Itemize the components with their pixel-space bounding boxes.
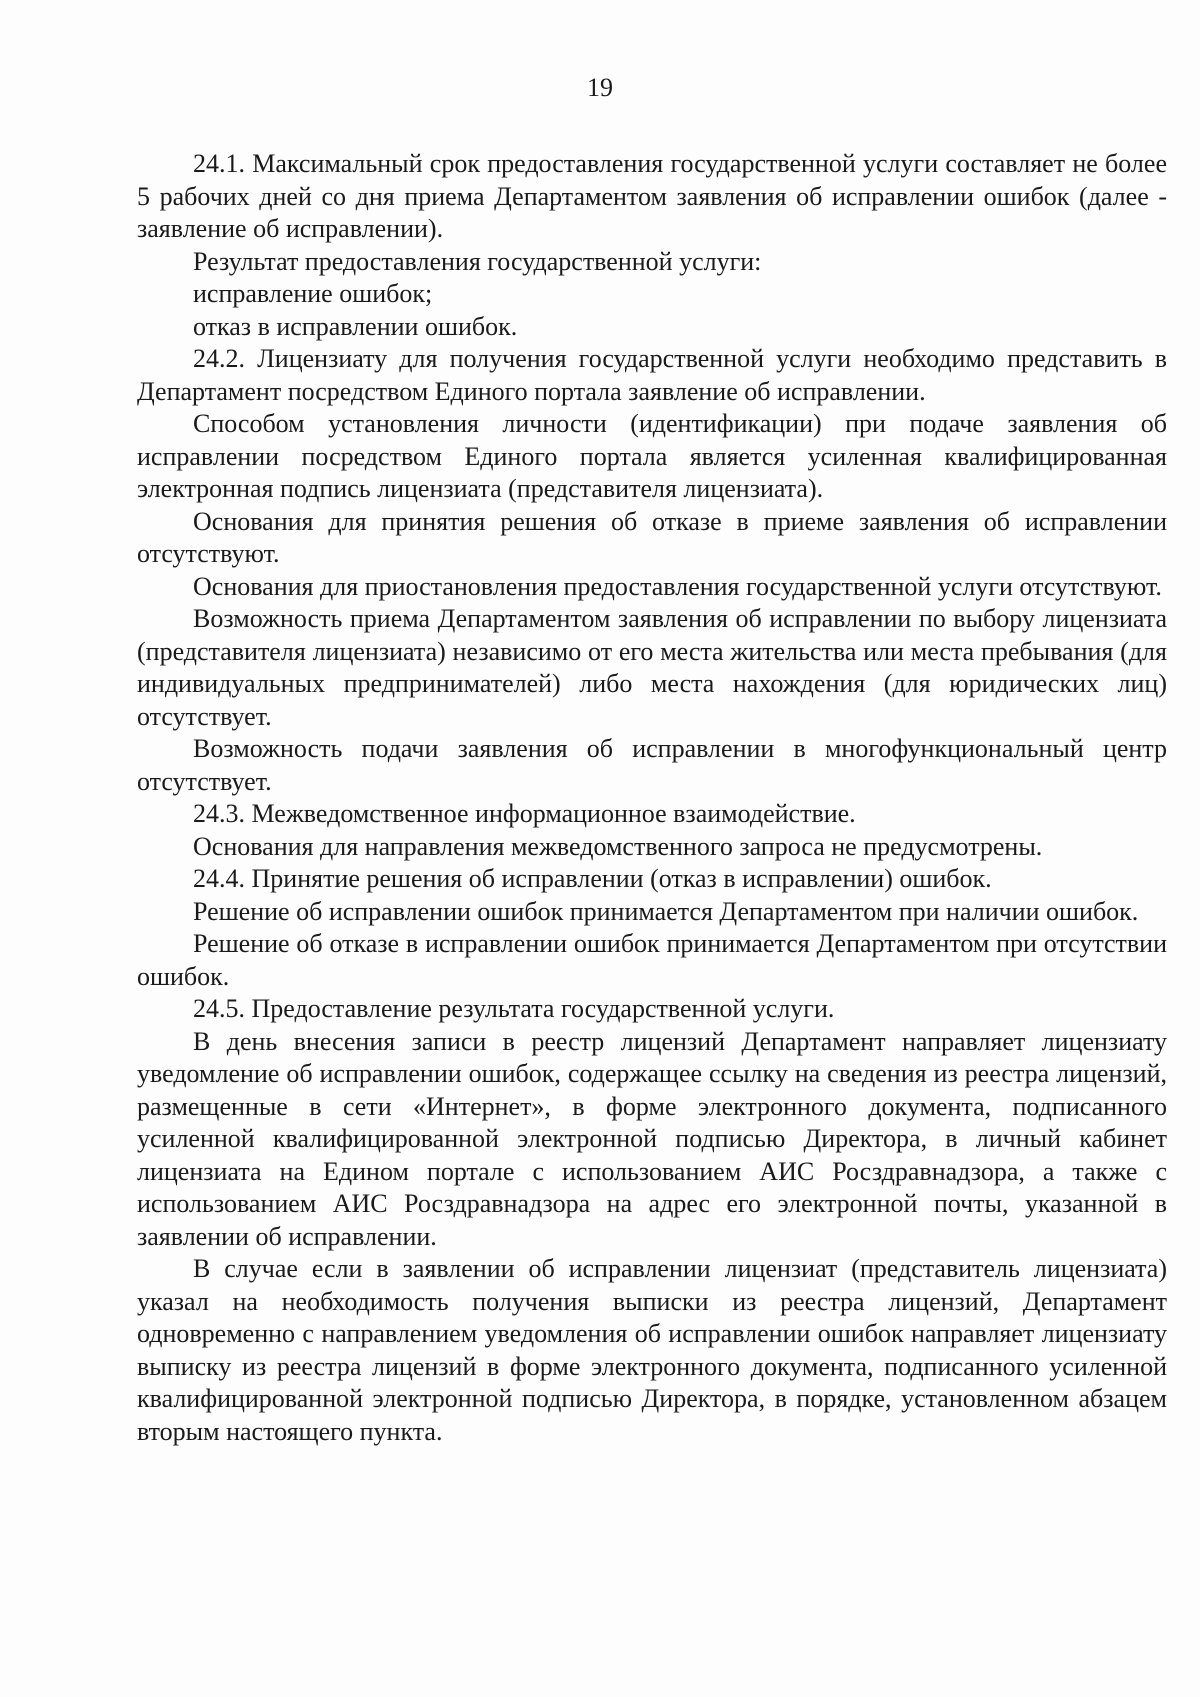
paragraph-24-2: 24.2. Лицензиату для получения государственной услуги необходимо представить в Департамент посредством Единого портала заявление об исправлении.: [137, 344, 1167, 406]
page-number: 19: [587, 73, 613, 102]
paragraph-refusal-grounds: Основания для принятия решения об отказе в приеме заявления об исправлении отсутствуют.: [137, 506, 1167, 568]
paragraph-interagency-grounds: Основания для направления межведомственного запроса не предусмотрены.: [193, 831, 1043, 861]
document-body: [137, 148, 1167, 1448]
paragraph-registry-extract: В случае если в заявлении об исправлении лицензиат (представитель лицензиата) указал на необходимость получения выписки из реестра лицензий, Департамент одновременно с направлением уведомления об исправлении ошибок направляет лицензиату выписку из реестра лицензий в форме электронного документа, подписанного усиленной квалифицированной электронной подписью Директора, в порядке, установленном абзацем вторым настоящего пункта.: [137, 1254, 1167, 1446]
paragraph-mfc: Возможность подачи заявления об исправлении в многофункциональный центр отсутствует.: [137, 734, 1167, 796]
paragraph-refusal-decision: Решение об отказе в исправлении ошибок принимается Департаментом при отсутствии ошибок.: [137, 929, 1167, 991]
paragraph-result-heading: Результат предоставления государственной услуги:: [193, 246, 762, 276]
paragraph-24-5: 24.5. Предоставление результата государственной услуги.: [193, 994, 835, 1023]
paragraph-24-1: 24.1. Максимальный срок предоставления государственной услуги составляет не более 5 рабочих дней со дня приема Департаментом заявления об исправлении ошибок (далее - заявление об исправлении).: [137, 149, 1167, 243]
paragraph-24-3: 24.3. Межведомственное информационное взаимодействие.: [193, 799, 856, 828]
paragraph-suspension-grounds: Основания для приостановления предоставления государственной услуги отсутствуют.: [193, 571, 1162, 601]
paragraph-24-4: 24.4. Принятие решения об исправлении (отказ в исправлении) ошибок.: [193, 864, 992, 893]
paragraph-result-refusal: отказ в исправлении ошибок.: [193, 311, 518, 341]
paragraph-identification: Способом установления личности (идентификации) при подаче заявления об исправлении посредством Единого портала является усиленная квалифицированная электронная подпись лицензиата (представителя лицензиата).: [137, 409, 1167, 503]
paragraph-correction-decision: Решение об исправлении ошибок принимается Департаментом при наличии ошибок.: [193, 896, 1139, 926]
paragraph-extraterritorial: Возможность приема Департаментом заявления об исправлении по выбору лицензиата (представителя лицензиата) независимо от его места жительства или места пребывания (для индивидуальных предпринимателей) либо места нахождения (для юридических лиц) отсутствует.: [137, 604, 1167, 731]
paragraph-result-correction: исправление ошибок;: [193, 279, 433, 308]
paragraph-notification: В день внесения записи в реестр лицензий Департамент направляет лицензиату уведомление об исправлении ошибок, содержащее ссылку на сведения из реестра лицензий, размещенные в сети «Интернет», в форме электронного документа, подписанного усиленной квалифицированной электронной подписью Директора, в личный кабинет лицензиата на Едином портале с использованием АИС Росздравнадзора, а также с использованием АИС Росздравнадзора на адрес его электронной почты, указанной в заявлении об исправлении.: [137, 1026, 1167, 1251]
